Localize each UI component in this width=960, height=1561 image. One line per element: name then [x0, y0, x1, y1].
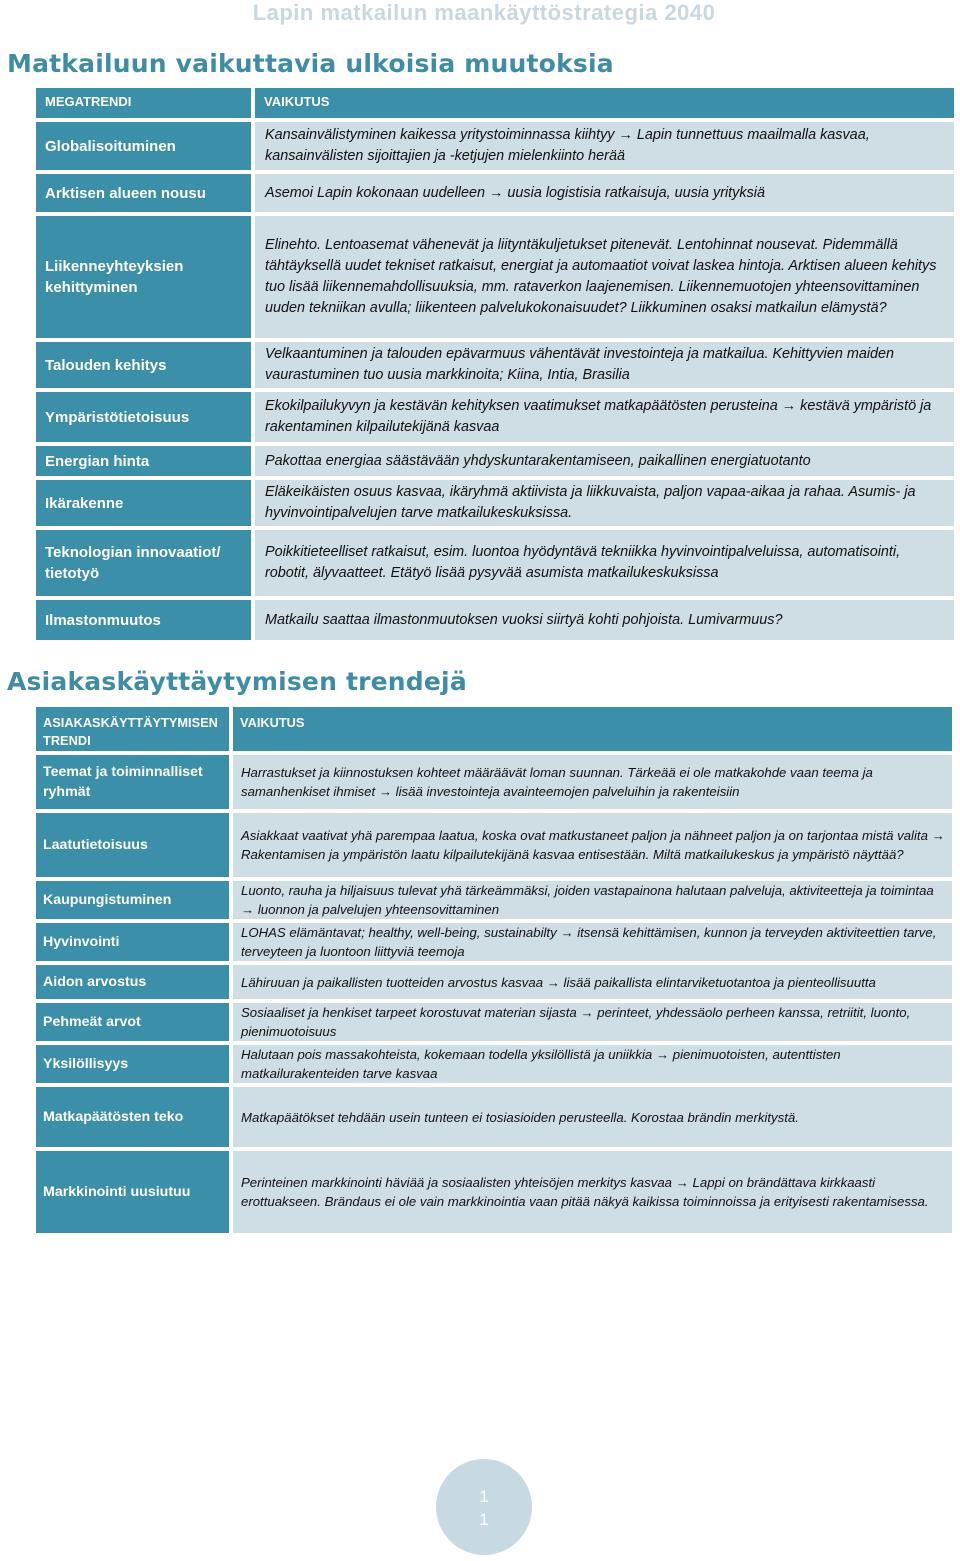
trend-name: Aidon arvostus	[36, 965, 233, 999]
trend-effect	[255, 342, 954, 388]
table-row	[36, 755, 952, 809]
effect-text: Perinteinen markkinointi häviää ja sosiaalisten yhteisöjen merkitys kasvaa	[241, 1175, 676, 1190]
table-row	[36, 122, 954, 170]
trend-effect	[255, 392, 954, 442]
trend-effect	[255, 122, 954, 170]
table-row	[36, 392, 954, 442]
effect-text: perinteet, yhdessäolo perheen kanssa, retriitit, luonto, pienimuotoisuus	[241, 1005, 911, 1039]
effect-text: Kansainvälistyminen kaikessa yritystoiminnassa kiihtyy	[265, 127, 619, 143]
effect-text: Harrastukset ja kiinnostuksen kohteet määräävät loman suunnan. Tärkeää ei ole matkakohde vaan teema ja samanhenkiset ihmiset	[241, 765, 873, 799]
column-header-megatrend: MEGATRENDI	[36, 88, 255, 118]
customer-trend-table	[36, 703, 952, 1237]
effect-text: Sosiaaliset ja henkiset tarpeet korostuvat materian sijasta	[241, 1005, 581, 1020]
table-row	[36, 174, 954, 212]
table-row	[36, 530, 954, 596]
effect-text: Pakottaa energiaa säästävään yhdyskuntarakentamiseen, paikallinen energiatuotanto	[265, 452, 811, 469]
effect-text: Matkailu saattaa ilmastonmuutoksen vuoksi siirtyä kohti pohjoista. Lumivarmuus?	[265, 611, 783, 628]
trend-effect	[255, 174, 954, 212]
megatrend-table-body	[36, 122, 954, 640]
table-row	[36, 342, 954, 388]
trend-effect	[255, 600, 954, 640]
trend-effect	[233, 1003, 952, 1041]
table-row	[36, 1003, 952, 1041]
column-header-effect: VAIKUTUS	[255, 88, 954, 118]
table-row	[36, 923, 952, 961]
table-row	[36, 1087, 952, 1147]
table-row	[36, 1045, 952, 1083]
right-arrow-icon: →	[378, 784, 392, 799]
effect-text: Rakentamisen ja ympäristön laatu kilpailutekijänä kasvaa entisestään. Miltä matkailukeskus ja ympäristö näyttää?	[241, 847, 904, 862]
trend-name: Teemat ja toiminnalliset ryhmät	[36, 755, 233, 809]
right-arrow-icon: →	[655, 1047, 670, 1062]
section-heading-customer-trends: Asiakaskäyttäytymisen trendejä	[7, 667, 467, 696]
table-row	[36, 446, 954, 476]
right-arrow-icon: →	[931, 828, 945, 843]
effect-text: Elinehto. Lentoasemat vähenevät ja liityntäkuljetukset pitenevät. Lentohinnat nousevat. Pidemmällä tähtäyksellä uudet tekniset ratkaisut, energiat ja automaatiot voivat laskea hintoja. Arktisen alueen kehitys tuo lisää liikennemahdollisuuksia, mm. rataverkon laajenemisen. Liikennemuotojen yhteensovittaminen uuden tekniikan avulla; liikenteen palvelukokonaisuudet? Liikkuminen osaksi matkailun elämystä?	[265, 237, 937, 316]
trend-name: Arktisen alueen nousu	[36, 174, 255, 212]
document-title: Lapin matkailun maankäyttöstrategia 2040	[252, 0, 716, 25]
trend-name: Globalisoituminen	[36, 122, 255, 170]
trend-name: Ikärakenne	[36, 480, 255, 526]
trend-name: Markkinointi uusiutuu	[36, 1151, 233, 1233]
trend-name: Pehmeät arvot	[36, 1003, 233, 1041]
table-header-row	[36, 88, 954, 118]
right-arrow-icon: →	[781, 398, 797, 414]
trend-effect	[233, 881, 952, 919]
customer-trend-table-body	[36, 755, 952, 1233]
effect-text: pienimuotoisten, autenttisten matkailurakenteiden tarve kasvaa	[241, 1047, 841, 1081]
effect-text: Poikkitieteelliset ratkaisut, esim. luontoa hyödyntävä tekniikka hyvinvointipalveluissa, automatisointi, robotit, älyvaatteet. Etätyö lisää pysyvää asumista matkailukeskuksissa	[265, 544, 901, 581]
table-row	[36, 480, 954, 526]
trend-name: Ilmastonmuutos	[36, 600, 255, 640]
trend-effect	[233, 923, 952, 961]
right-arrow-icon: →	[560, 925, 574, 940]
effect-text: Luonto, rauha ja hiljaisuus tulevat yhä tärkeämmäksi, joiden vastapainona halutaan palveluja, aktiviteetteja ja toimintaa	[241, 883, 934, 898]
effect-text: Lähiruuan ja paikallisten tuotteiden arvostus kasvaa	[241, 974, 547, 990]
column-header-effect: VAIKUTUS	[233, 707, 952, 751]
table-row	[36, 881, 952, 919]
effect-text: Eläkeikäisten osuus kasvaa, ikäryhmä aktiivista ja liikkuvaista, paljon vapaa-aikaa ja rahaa. Asumis- ja hyvinvointipalvelujen tarve matkailukeskuksissa.	[265, 484, 916, 521]
effect-text: Lappi on brändättava kirkkaasti erottuakseen. Brändaus ei ole vain markkinointia vaan pitää näkyä kaikissa toiminnoissa ja erityisesti rakentamisessa.	[241, 1175, 929, 1209]
trend-effect	[233, 965, 952, 999]
table-header-row	[36, 707, 952, 751]
trend-effect	[255, 216, 954, 338]
trend-name: Liikenneyhteyksien kehittyminen	[36, 216, 255, 338]
right-arrow-icon: →	[241, 902, 255, 917]
trend-name: Yksilöllisyys	[36, 1045, 233, 1083]
megatrend-table	[36, 84, 954, 644]
effect-text: lisää paikallista elintarviketuotantoa ja pienteollisuutta	[559, 974, 876, 990]
effect-text: Lapin tunnettuus maailmalla kasvaa, kansainvälisten sijoittajien ja -ketjujen mielenkiinto herää	[265, 127, 870, 164]
page-number: 1	[479, 1510, 489, 1529]
trend-effect	[233, 1087, 952, 1147]
trend-effect	[233, 755, 952, 809]
effect-text: uusia logistisia ratkaisuja, uusia yrityksiä	[503, 184, 765, 201]
trend-effect	[255, 446, 954, 476]
effect-text: LOHAS elämäntavat; healthy, well-being, sustainabilty	[241, 925, 561, 940]
effect-text: lisää investointeja avainteemojen palveluihin ja rakenteisiin	[392, 784, 740, 799]
effect-text: Halutaan pois massakohteista, kokemaan todella yksilöllistä ja uniikkia	[241, 1047, 656, 1062]
effect-text: luonnon ja palvelujen yhteensovittaminen	[254, 902, 500, 917]
trend-effect	[233, 1045, 952, 1083]
trend-name: Laatutietoisuus	[36, 813, 233, 877]
effect-text: kestävä ympäristö ja rakentaminen kilpailutekijänä kasvaa	[265, 398, 932, 435]
page-number-badge	[436, 1459, 532, 1555]
page-number: 1	[479, 1487, 489, 1506]
right-arrow-icon: →	[675, 1175, 689, 1190]
trend-effect	[255, 480, 954, 526]
right-arrow-icon: →	[618, 127, 633, 143]
table-row	[36, 600, 954, 640]
table-row	[36, 813, 952, 877]
effect-text: Matkapäätökset tehdään usein tunteen ei tosiasioiden perusteella. Korostaa brändin merkitystä.	[241, 1109, 799, 1125]
effect-text: Velkaantuminen ja talouden epävarmuus vähentävät investointeja ja matkailua. Kehittyvien maiden vaurastuminen tuo uusia markkinoita; Kiina, Intia, Brasilia	[265, 346, 895, 383]
trend-effect	[255, 530, 954, 596]
trend-effect	[233, 813, 952, 877]
right-arrow-icon: →	[580, 1005, 594, 1020]
table-row	[36, 965, 952, 999]
trend-name: Kaupungistuminen	[36, 881, 233, 919]
trend-name: Ympäristötietoisuus	[36, 392, 255, 442]
trend-name: Matkapäätösten teko	[36, 1087, 233, 1147]
effect-text: itsensä kehittämisen, kunnon ja terveyden aktiviteettien tarve, terveyteen ja luontoon liittyviä teemoja	[241, 925, 937, 959]
trend-effect	[233, 1151, 952, 1233]
trend-name: Hyvinvointi	[36, 923, 233, 961]
right-arrow-icon: →	[489, 184, 504, 201]
table-row	[36, 1151, 952, 1233]
column-header-customer-trend: ASIAKASKÄYTTÄYTYMISEN TRENDI	[36, 707, 233, 751]
trend-name: Teknologian innovaatiot/ tietotyö	[36, 530, 255, 596]
effect-text: Asemoi Lapin kokonaan uudelleen	[265, 184, 490, 201]
trend-name: Talouden kehitys	[36, 342, 255, 388]
effect-text: Ekokilpailukyvyn ja kestävän kehityksen vaatimukset matkapäätösten perusteina	[265, 398, 782, 414]
section-heading-external-changes: Matkailuun vaikuttavia ulkoisia muutoksia	[7, 49, 614, 78]
effect-text: Asiakkaat vaativat yhä parempaa laatua, koska ovat matkustaneet paljon ja nähneet paljon ja on tarjontaa mistä valita	[241, 828, 932, 843]
trend-name: Energian hinta	[36, 446, 255, 476]
right-arrow-icon: →	[546, 974, 560, 990]
table-row	[36, 216, 954, 338]
